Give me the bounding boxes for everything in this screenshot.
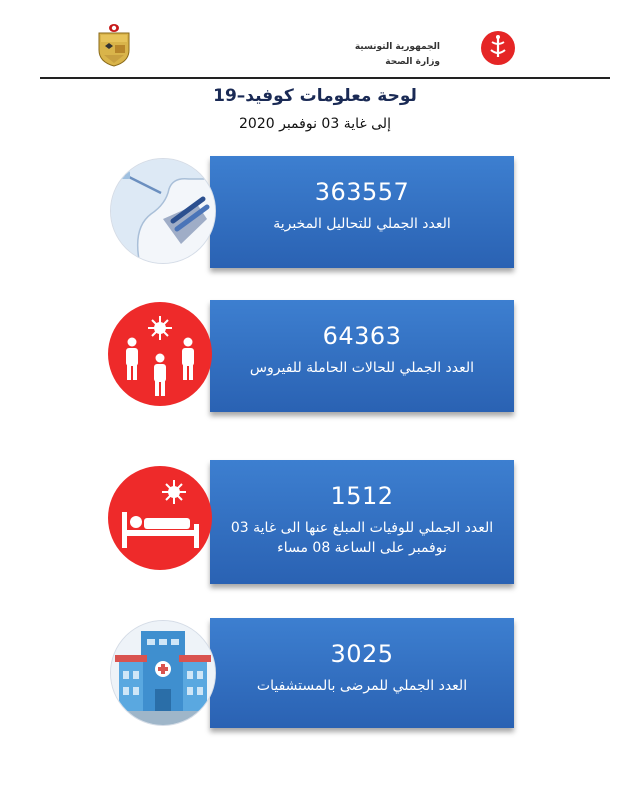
page-subtitle: إلى غاية 03 نوفمبر 2020 xyxy=(239,116,391,132)
ministry-header-text xyxy=(200,40,440,70)
page-header xyxy=(0,0,630,80)
ministry-name: وزارة الصحة xyxy=(385,57,440,67)
stat-card-hospitalized xyxy=(210,618,514,728)
stat-label: العدد الجملي للوفيات المبلغ عنها الى غاية 03 نوفمبر على الساعة 08 مساء xyxy=(230,520,494,556)
patient-bed-icon xyxy=(108,466,212,570)
page-title: لوحة معلومات كوفيد–19 xyxy=(213,86,417,106)
hospital-icon xyxy=(110,620,216,726)
stat-card-tests xyxy=(210,156,514,268)
stat-label: العدد الجملي للتحاليل المخبرية xyxy=(273,216,451,232)
stat-label: العدد الجملي للمرضى بالمستشفيات xyxy=(256,678,468,694)
health-ministry-logo-icon xyxy=(480,30,516,66)
stat-value: 363557 xyxy=(314,178,410,206)
stat-card-deaths xyxy=(210,460,514,584)
stat-label: العدد الجملي للحالات الحاملة للفيروس xyxy=(249,360,475,376)
stat-card-infected xyxy=(210,300,514,412)
lab-test-swab-icon xyxy=(110,158,216,264)
republic-name: الجمهورية التونسية xyxy=(354,42,440,52)
header-divider xyxy=(40,77,610,79)
tunisia-coat-of-arms-icon xyxy=(95,22,133,68)
stat-value: 3025 xyxy=(330,640,394,668)
stat-value: 1512 xyxy=(330,482,394,510)
stat-value: 64363 xyxy=(322,322,402,350)
infected-people-icon xyxy=(108,302,212,406)
